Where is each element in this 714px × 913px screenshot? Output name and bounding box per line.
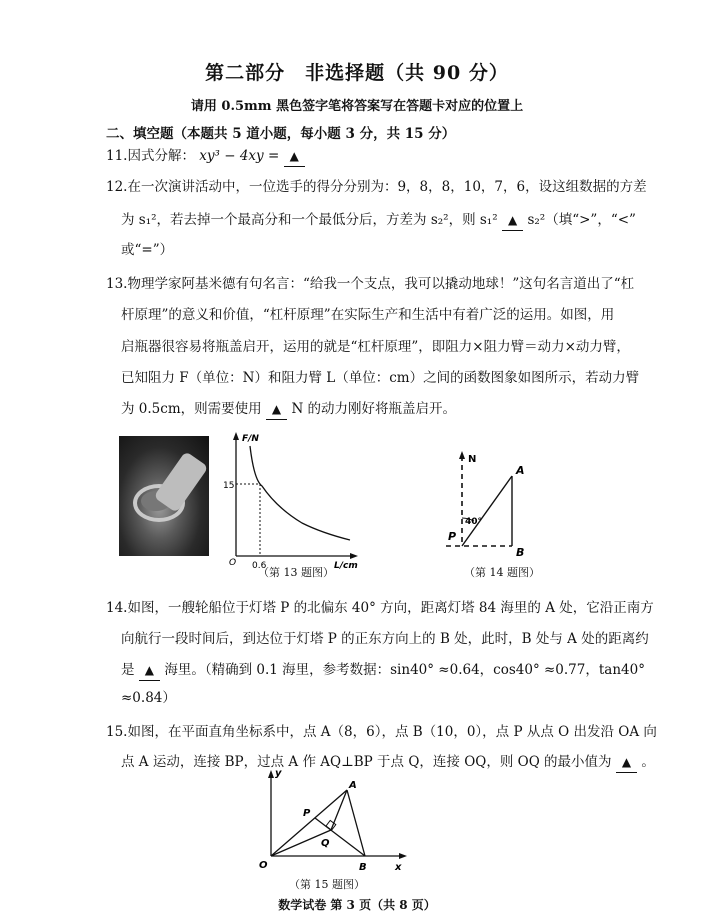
fig15-label-O: O bbox=[259, 860, 268, 871]
q15-line-1: 15.如图，在平面直角坐标系中，点 A（8，6），点 B（10，0），点 P 从点 O 出发沿 OA 向 bbox=[106, 724, 657, 740]
fig15-segment-AB bbox=[347, 790, 365, 856]
fig14-label-P: P bbox=[448, 530, 457, 543]
fig15-segment-AQ bbox=[331, 790, 347, 830]
fig14-label-B: B bbox=[516, 546, 525, 559]
q14-line-2: 向航行一段时间后，到达位于灯塔 P 的正东方向上的 B 处，此时，B 处与 A 处的距离约 bbox=[121, 631, 649, 647]
q12-line-1: 12.在一次演讲活动中，一位选手的得分分别为：9，8，8，10，7，6，设这组数据的方差 bbox=[106, 179, 647, 195]
q12-line-2b: s₂²（填“>”，“<” bbox=[527, 212, 636, 228]
fig15-segment-OA bbox=[271, 790, 347, 856]
fig13-curve bbox=[250, 446, 350, 540]
figure-15-diagram bbox=[255, 768, 415, 878]
q14-answer-blank: ▲ bbox=[139, 660, 160, 681]
fig13-xlabel: L/cm bbox=[334, 561, 358, 571]
q15-line-2a: 点 A 运动，连接 BP，过点 A 作 AQ⊥BP 于点 Q，连接 OQ，则 OQ 的最小值为 bbox=[121, 754, 612, 770]
q13-line-2: 杆原理”的意义和价值，“杠杆原理”在实际生产和生活中有着广泛的运用。如图，用 bbox=[121, 307, 615, 323]
instruction: 请用 0.5mm 黑色签字笔将答案写在答题卡对应的位置上 bbox=[190, 99, 524, 114]
fig13-x-tick: 0.6 bbox=[252, 561, 267, 571]
fig15-label-y: y bbox=[275, 768, 282, 779]
fig15-x-arrow bbox=[399, 853, 407, 859]
q14-line-1: 14.如图，一艘轮船位于灯塔 P 的北偏东 40° 方向，距离灯塔 84 海里的 A 处，它沿正南方 bbox=[106, 600, 654, 616]
q13-line-5b: N 的动力刚好将瓶盖启开。 bbox=[291, 401, 457, 417]
q14-line-4: ≈0.84） bbox=[121, 690, 176, 706]
fig14-angle-label: 40° bbox=[465, 517, 483, 527]
fig14-north-arrow bbox=[459, 451, 465, 459]
q13-line-1: 13.物理学家阿基米德有句名言：“给我一个支点，我可以撬动地球！”这句名言道出了“杠 bbox=[106, 276, 635, 292]
figure-14-diagram bbox=[438, 448, 538, 568]
fig15-label-A: A bbox=[349, 780, 357, 791]
q11-lead: 11.因式分解： bbox=[106, 148, 195, 164]
q15-line-2b: 。 bbox=[641, 754, 655, 770]
fig14-label-A: A bbox=[516, 464, 525, 477]
fig15-label-P: P bbox=[303, 808, 311, 819]
q13-line-4: 已知阻力 F（单位：N）和阻力臂 L（单位：cm）之间的函数图象如图所示，若动力臂 bbox=[121, 370, 640, 386]
fig15-caption: （第 15 题图） bbox=[289, 878, 365, 891]
question-11 bbox=[106, 146, 305, 167]
fig13-ylabel: F/N bbox=[242, 434, 259, 444]
q11-expression: xy³ − 4xy = bbox=[199, 148, 280, 164]
q14-line-3b: 海里。（精确到 0.1 海里，参考数据：sin40° ≈0.64，cos40° ≈0.77，tan40° bbox=[164, 662, 645, 678]
fig14-caption: （第 14 题图） bbox=[464, 566, 540, 579]
q13-line-5a: 为 0.5cm，则需要使用 bbox=[121, 401, 262, 417]
fig14-segment-PA bbox=[462, 476, 512, 546]
bottle-opener-photo bbox=[119, 436, 209, 556]
fig14-label-N: N bbox=[468, 454, 477, 465]
q12-line-3: 或“=”） bbox=[121, 242, 174, 258]
fig13-x-arrow bbox=[350, 553, 358, 559]
q15-answer-blank: ▲ bbox=[616, 752, 637, 773]
q13-answer-blank: ▲ bbox=[266, 399, 287, 420]
fig13-y-arrow bbox=[233, 432, 239, 440]
q12-line-2a: 为 s₁²，若去掉一个最高分和一个最低分后，方差为 s₂²，则 s₁² bbox=[121, 212, 498, 228]
fig15-segment-BP bbox=[315, 818, 365, 856]
q12-answer-blank: ▲ bbox=[502, 210, 523, 231]
q14-line-3 bbox=[121, 660, 645, 681]
q11-answer-blank: ▲ bbox=[284, 146, 305, 167]
q13-line-3: 启瓶器很容易将瓶盖启开，运用的就是“杠杆原理”，即阻力×阻力臂＝动力×动力臂， bbox=[121, 339, 630, 355]
fig15-label-B: B bbox=[359, 862, 367, 873]
q14-line-3a: 是 bbox=[121, 662, 135, 678]
q12-line-2 bbox=[121, 210, 636, 231]
page-title: 第二部分 非选择题（共 90 分） bbox=[205, 62, 509, 84]
fig15-label-Q: Q bbox=[321, 838, 330, 849]
fig13-origin: O bbox=[229, 558, 237, 568]
fig15-label-x: x bbox=[395, 862, 402, 873]
fig15-y-arrow bbox=[268, 770, 274, 778]
page-footer: 数学试卷 第 3 页（共 8 页） bbox=[278, 898, 436, 912]
fig13-caption: （第 13 题图） bbox=[258, 566, 334, 579]
fig13-y-tick: 15 bbox=[223, 481, 235, 491]
figure-13-graph bbox=[222, 428, 362, 578]
section-heading: 二、填空题（本题共 5 道小题，每小题 3 分，共 15 分） bbox=[106, 126, 456, 142]
q13-line-5 bbox=[121, 399, 456, 420]
